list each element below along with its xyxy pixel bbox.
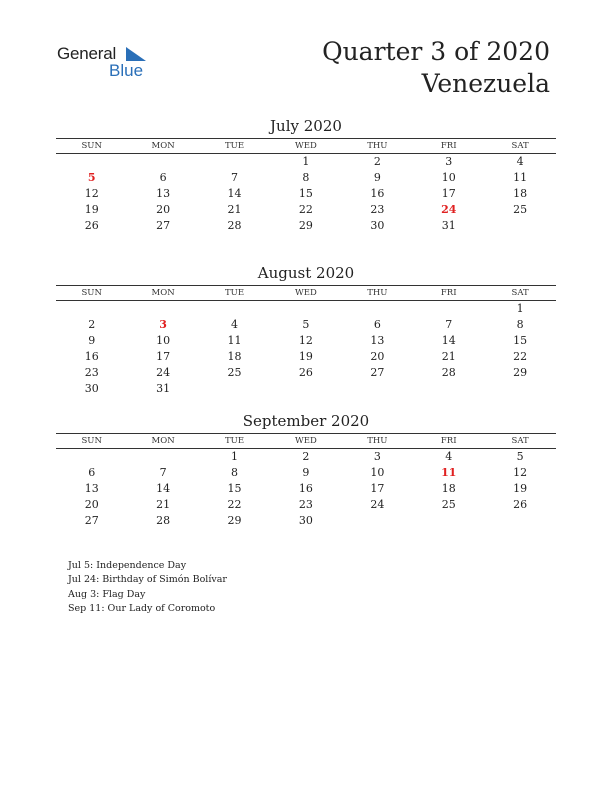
month-august xyxy=(56,263,556,397)
day-cell: 26 xyxy=(84,219,99,232)
empty-day-cell xyxy=(484,218,555,234)
empty-day-cell xyxy=(413,301,484,317)
weekday-label: SAT xyxy=(511,141,529,151)
day-cell: 15 xyxy=(227,482,242,495)
day-cell: 14 xyxy=(227,187,242,200)
weekday-label: THU xyxy=(367,436,388,446)
empty-day-cell xyxy=(199,381,270,397)
day-cell: 14 xyxy=(156,482,171,495)
week-row xyxy=(56,317,556,333)
weekday-label: MON xyxy=(151,288,175,298)
day-cell: 15 xyxy=(513,334,528,347)
month-title: September 2020 xyxy=(242,412,370,430)
empty-day-cell xyxy=(484,513,555,529)
week-row xyxy=(56,301,556,317)
empty-day-cell xyxy=(199,301,270,317)
day-cell: 8 xyxy=(302,171,310,184)
empty-day-cell xyxy=(413,513,484,529)
weekday-header xyxy=(56,433,556,449)
holiday-notes xyxy=(68,559,227,616)
day-cell: 25 xyxy=(513,203,528,216)
week-row xyxy=(56,381,556,397)
day-cell: 25 xyxy=(441,498,456,511)
day-cell: 2 xyxy=(88,318,96,331)
day-cell: 6 xyxy=(373,318,381,331)
day-cell: 24 xyxy=(370,498,385,511)
day-cell: 5 xyxy=(302,318,310,331)
day-cell: 17 xyxy=(370,482,385,495)
day-cell: 18 xyxy=(513,187,528,200)
day-cell: 12 xyxy=(513,466,528,479)
day-cell: 1 xyxy=(302,155,310,168)
day-cell: 2 xyxy=(302,450,310,463)
empty-day-cell xyxy=(270,301,341,317)
empty-day-cell xyxy=(342,381,413,397)
month-title: July 2020 xyxy=(270,117,342,135)
empty-day-cell xyxy=(484,381,555,397)
empty-day-cell xyxy=(413,381,484,397)
week-row xyxy=(56,170,556,186)
day-cell: 19 xyxy=(298,350,313,363)
day-cell: 21 xyxy=(156,498,171,511)
month-september xyxy=(56,411,556,529)
day-cell: 6 xyxy=(159,171,167,184)
day-cell: 29 xyxy=(227,514,242,527)
day-cell: 23 xyxy=(370,203,385,216)
day-cell: 22 xyxy=(227,498,242,511)
day-cell: 6 xyxy=(88,466,96,479)
week-row xyxy=(56,497,556,513)
weekday-label: WED xyxy=(295,288,317,298)
day-cell: 23 xyxy=(298,498,313,511)
day-cell: 18 xyxy=(227,350,242,363)
weekday-label: SUN xyxy=(81,141,102,151)
day-cell: 21 xyxy=(227,203,242,216)
day-cell: 11 xyxy=(227,334,242,347)
empty-day-cell xyxy=(56,301,127,317)
empty-day-cell xyxy=(199,154,270,170)
day-cell: 20 xyxy=(370,350,385,363)
day-cell: 12 xyxy=(298,334,313,347)
weekday-label: SAT xyxy=(511,436,529,446)
week-row xyxy=(56,218,556,234)
weekday-label: THU xyxy=(367,288,388,298)
empty-day-cell xyxy=(127,449,198,465)
day-cell: 2 xyxy=(373,155,381,168)
day-cell: 1 xyxy=(516,302,524,315)
day-cell: 15 xyxy=(298,187,313,200)
weekday-header xyxy=(56,285,556,301)
day-cell: 7 xyxy=(445,318,453,331)
empty-day-cell xyxy=(342,513,413,529)
empty-day-cell xyxy=(127,301,198,317)
weekday-label: SUN xyxy=(81,288,102,298)
day-cell: 20 xyxy=(84,498,99,511)
weekday-label: MON xyxy=(151,436,175,446)
holiday-day-cell: 5 xyxy=(87,171,96,184)
holiday-day-cell: 24 xyxy=(441,203,457,216)
month-july xyxy=(56,116,556,234)
day-cell: 29 xyxy=(513,366,528,379)
weekday-label: MON xyxy=(151,141,175,151)
day-cell: 16 xyxy=(370,187,385,200)
page-title xyxy=(322,36,550,100)
day-cell: 30 xyxy=(298,514,313,527)
day-cell: 26 xyxy=(513,498,528,511)
day-cell: 8 xyxy=(516,318,524,331)
day-cell: 23 xyxy=(84,366,99,379)
weekday-label: WED xyxy=(295,141,317,151)
day-cell: 13 xyxy=(156,187,171,200)
empty-day-cell xyxy=(127,154,198,170)
holiday-note: Sep 11: Our Lady of Coromoto xyxy=(68,602,216,614)
day-cell: 3 xyxy=(445,155,453,168)
day-cell: 30 xyxy=(370,219,385,232)
day-cell: 27 xyxy=(84,514,99,527)
week-row xyxy=(56,186,556,202)
week-row xyxy=(56,333,556,349)
week-row xyxy=(56,154,556,170)
weekday-label: SUN xyxy=(81,436,102,446)
logo-triangle-icon xyxy=(126,47,146,61)
day-cell: 27 xyxy=(370,366,385,379)
day-cell: 25 xyxy=(227,366,242,379)
day-cell: 4 xyxy=(516,155,524,168)
weekday-label: THU xyxy=(367,141,388,151)
weekday-label: SAT xyxy=(511,288,529,298)
week-row xyxy=(56,365,556,381)
empty-day-cell xyxy=(56,449,127,465)
day-cell: 31 xyxy=(156,382,171,395)
week-row xyxy=(56,481,556,497)
day-cell: 3 xyxy=(373,450,381,463)
day-cell: 12 xyxy=(84,187,99,200)
holiday-day-cell: 11 xyxy=(441,466,457,479)
day-cell: 21 xyxy=(441,350,456,363)
generalblue-logo xyxy=(57,44,167,84)
title-country: Venezuela xyxy=(421,69,550,98)
title-quarter: Quarter 3 of 2020 xyxy=(322,37,550,66)
day-cell: 26 xyxy=(298,366,313,379)
day-cell: 9 xyxy=(88,334,96,347)
day-cell: 9 xyxy=(302,466,310,479)
weekday-header xyxy=(56,138,556,154)
day-cell: 28 xyxy=(156,514,171,527)
day-cell: 22 xyxy=(298,203,313,216)
day-cell: 29 xyxy=(298,219,313,232)
day-cell: 7 xyxy=(159,466,167,479)
day-cell: 10 xyxy=(156,334,171,347)
day-cell: 9 xyxy=(373,171,381,184)
holiday-note: Jul 5: Independence Day xyxy=(68,560,187,571)
day-cell: 1 xyxy=(231,450,239,463)
day-cell: 8 xyxy=(231,466,239,479)
day-cell: 16 xyxy=(298,482,313,495)
weekday-label: TUE xyxy=(224,436,245,446)
day-cell: 13 xyxy=(370,334,385,347)
day-cell: 28 xyxy=(227,219,242,232)
weekday-label: TUE xyxy=(224,288,245,298)
day-cell: 31 xyxy=(441,219,456,232)
day-cell: 18 xyxy=(441,482,456,495)
day-cell: 22 xyxy=(513,350,528,363)
day-cell: 17 xyxy=(441,187,456,200)
day-cell: 7 xyxy=(231,171,239,184)
weekday-label: FRI xyxy=(440,141,457,151)
day-cell: 27 xyxy=(156,219,171,232)
day-cell: 19 xyxy=(513,482,528,495)
holiday-day-cell: 3 xyxy=(159,318,167,331)
day-cell: 10 xyxy=(441,171,456,184)
holiday-note: Jul 24: Birthday of Simón Bolívar xyxy=(68,574,227,586)
week-row xyxy=(56,513,556,529)
day-cell: 28 xyxy=(441,366,456,379)
day-cell: 17 xyxy=(156,350,171,363)
week-row xyxy=(56,349,556,365)
day-cell: 16 xyxy=(84,350,99,363)
day-cell: 5 xyxy=(516,450,524,463)
logo-blue-text: Blue xyxy=(109,61,144,80)
weekday-label: TUE xyxy=(224,141,245,151)
day-cell: 10 xyxy=(370,466,385,479)
day-cell: 30 xyxy=(84,382,99,395)
day-cell: 20 xyxy=(156,203,171,216)
logo-general-text: General xyxy=(57,44,117,63)
day-cell: 4 xyxy=(231,318,239,331)
empty-day-cell xyxy=(342,301,413,317)
day-cell: 13 xyxy=(84,482,99,495)
week-row xyxy=(56,465,556,481)
empty-day-cell xyxy=(56,154,127,170)
week-row xyxy=(56,202,556,218)
weekday-label: FRI xyxy=(440,288,457,298)
weekday-label: WED xyxy=(295,436,317,446)
month-title: August 2020 xyxy=(257,264,355,282)
day-cell: 14 xyxy=(441,334,456,347)
weekday-label: FRI xyxy=(440,436,457,446)
day-cell: 24 xyxy=(156,366,171,379)
holiday-note: Aug 3: Flag Day xyxy=(68,588,146,600)
day-cell: 11 xyxy=(513,171,528,184)
week-row xyxy=(56,449,556,465)
day-cell: 4 xyxy=(445,450,453,463)
empty-day-cell xyxy=(270,381,341,397)
day-cell: 19 xyxy=(84,203,99,216)
